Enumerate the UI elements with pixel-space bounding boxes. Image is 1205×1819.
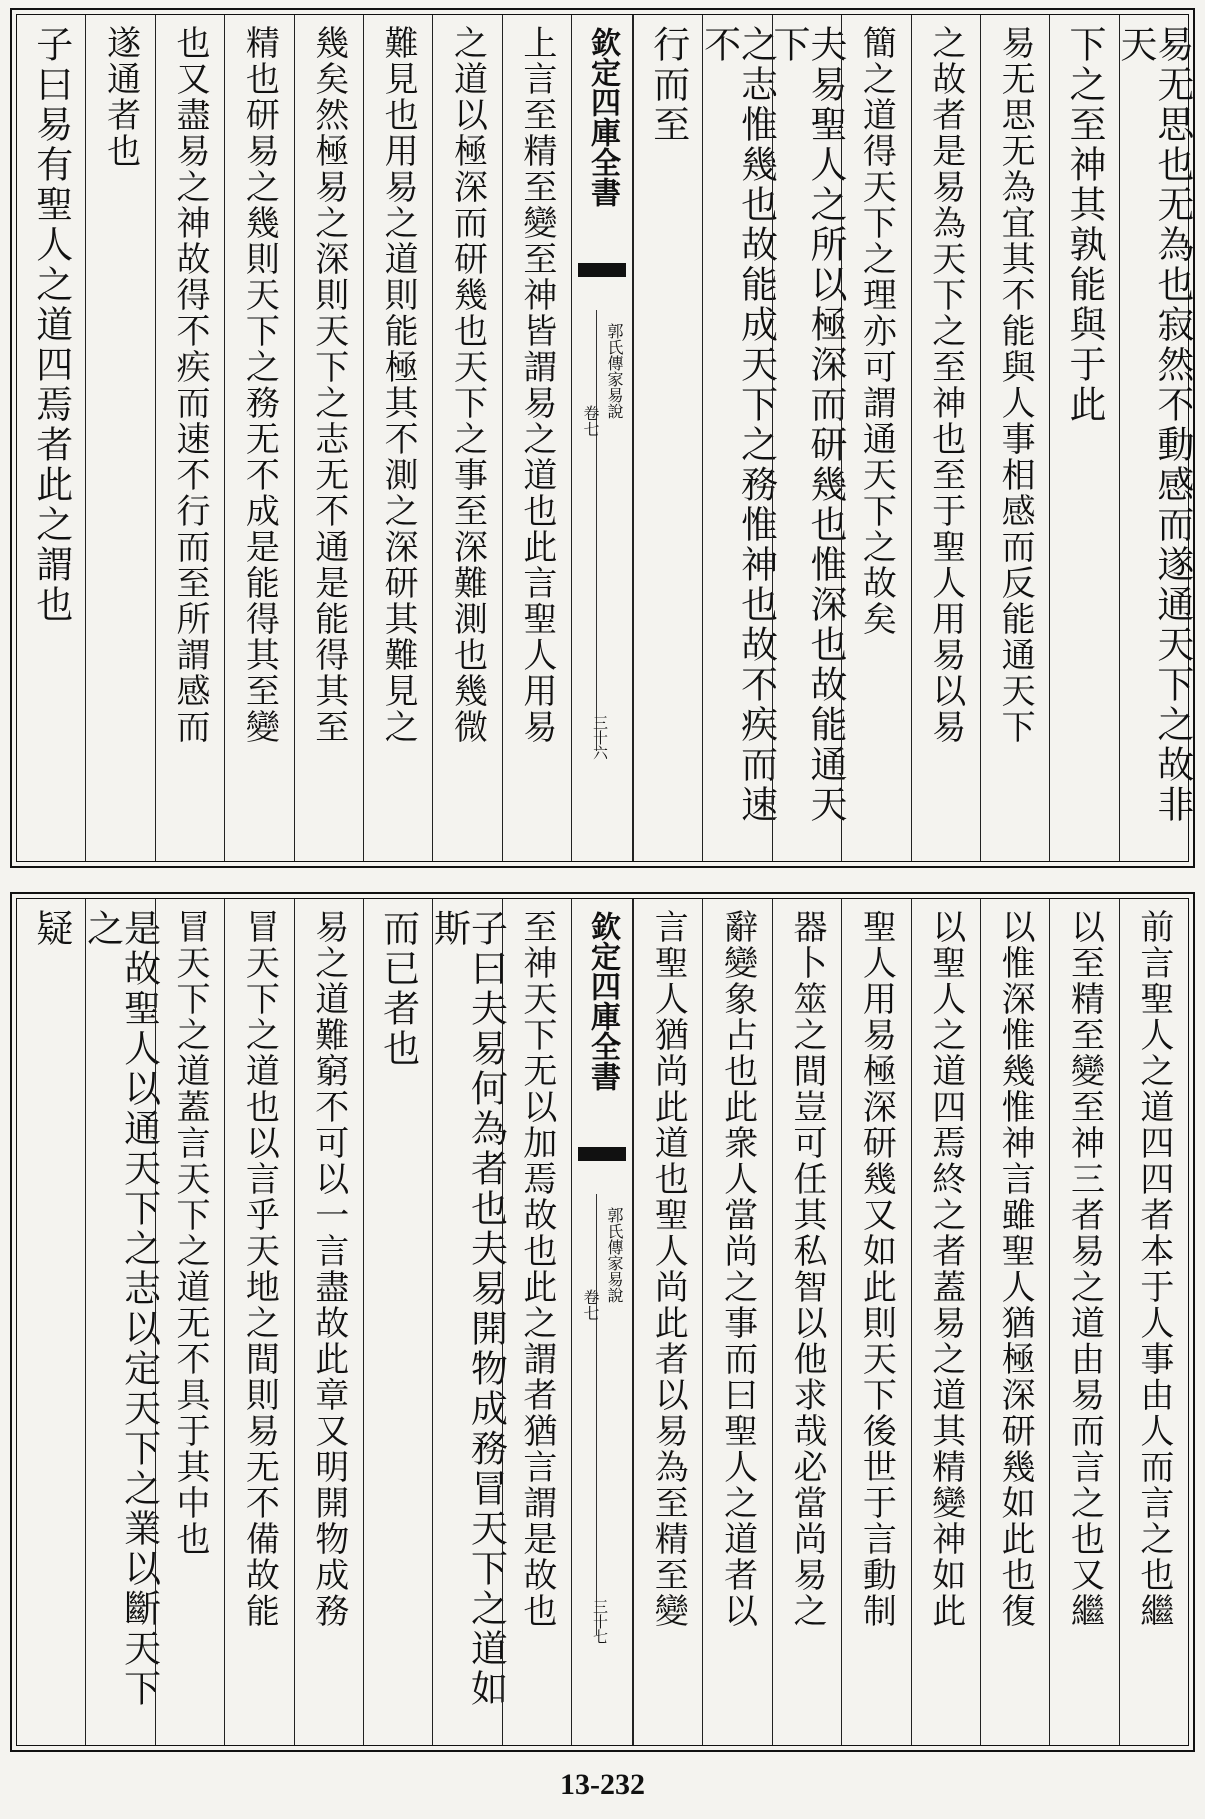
text-column: 而已者也	[363, 899, 432, 1745]
fold-center-column	[571, 899, 633, 1745]
commentary-column: 遂通者也	[85, 15, 154, 861]
commentary-column: 易无思无為宜其不能與人事相感而反能通天下	[980, 15, 1049, 861]
commentary-column: 聖人用易極深研幾又如此則天下後世于言動制	[841, 899, 910, 1745]
commentary-column: 前言聖人之道四四者本于人事由人而言之也繼	[1119, 899, 1188, 1745]
center-rule	[596, 1194, 597, 1635]
commentary-column: 之道以極深而研幾也天下之事至深難測也幾微	[432, 15, 501, 861]
text-column: 夫易聖人之所以極深而研幾也惟深也故能通天下	[772, 15, 841, 861]
volume-label: 卷七	[581, 405, 600, 437]
commentary-column: 以至精至變至神三者易之道由易而言之也又繼	[1049, 899, 1118, 1745]
commentary-column: 辭變象占也此衆人當尚之事而曰聖人之道者以	[702, 899, 771, 1745]
commentary-column: 簡之道得天下之理亦可謂通天下之故矣	[841, 15, 910, 861]
commentary-column: 上言至精至變至神皆謂易之道也此言聖人用易	[502, 15, 571, 861]
text-column: 子曰夫易何為者也夫易開物成務冒天下之道如斯	[432, 899, 501, 1745]
leaf-number: 三十七	[591, 1599, 609, 1644]
text-column: 之志惟幾也故能成天下之務惟神也故不疾而速不	[702, 15, 771, 861]
volume-label: 卷七	[581, 1289, 600, 1321]
text-column: 疑	[29, 909, 73, 949]
commentary-column: 也又盡易之神故得不疾而速不行而至所謂感而	[155, 15, 224, 861]
commentary-column: 之故者是易為天下之至神也至于聖人用易以易	[911, 15, 980, 861]
text-columns	[17, 899, 1188, 1745]
text-column: 是故聖人以通天下之志以定天下之業以斷天下之	[85, 899, 154, 1745]
commentary-column: 幾矣然極易之深則天下之志无不通是能得其至	[294, 15, 363, 861]
page-block-upper	[10, 8, 1195, 868]
text-column: 子曰易有聖人之道四焉者此之謂也	[29, 25, 73, 625]
text-columns	[17, 15, 1194, 861]
commentary-column: 器卜筮之間豈可任其私智以他求哉必當尚易之	[772, 899, 841, 1745]
commentary-column: 冒天下之道也以言乎天地之間則易无不備故能	[224, 899, 293, 1745]
page-footer-number: 13-232	[560, 1768, 645, 1801]
collection-title: 欽定四庫全書	[585, 911, 620, 1091]
book-title: 郭氏傳家易說	[605, 323, 624, 419]
collection-title: 欽定四庫全書	[585, 27, 620, 207]
center-rule	[596, 310, 597, 751]
fish-tail-mark	[578, 1147, 626, 1187]
commentary-column: 以聖人之道四焉終之者蓋易之道其精變神如此	[911, 899, 980, 1745]
commentary-column: 言聖人猶尚此道也聖人尚此者以易為至精至變	[633, 899, 702, 1745]
text-column: 下之至神其孰能與于此	[1049, 15, 1118, 861]
fish-tail-mark	[578, 263, 626, 303]
commentary-column: 難見也用易之道則能極其不測之深研其難見之	[363, 15, 432, 861]
commentary-column: 易之道難窮不可以一言盡故此章又明開物成務	[294, 899, 363, 1745]
book-title: 郭氏傳家易說	[605, 1207, 624, 1303]
commentary-column: 冒天下之道蓋言天下之道无不具于其中也	[155, 899, 224, 1745]
commentary-column: 精也研易之幾則天下之務无不成是能得其至變	[224, 15, 293, 861]
leaf-number: 三十六	[591, 715, 609, 760]
text-column: 易无思也无為也寂然不動感而遂通天下之故非天	[1119, 15, 1188, 861]
commentary-column: 以惟深惟幾惟神言雖聖人猶極深研幾如此也復	[980, 899, 1049, 1745]
text-column: 行而至	[633, 15, 702, 861]
page-block-lower	[10, 892, 1195, 1752]
commentary-column: 至神天下无以加焉故也此之謂者猶言謂是故也	[502, 899, 571, 1745]
fold-center-column	[571, 15, 633, 861]
